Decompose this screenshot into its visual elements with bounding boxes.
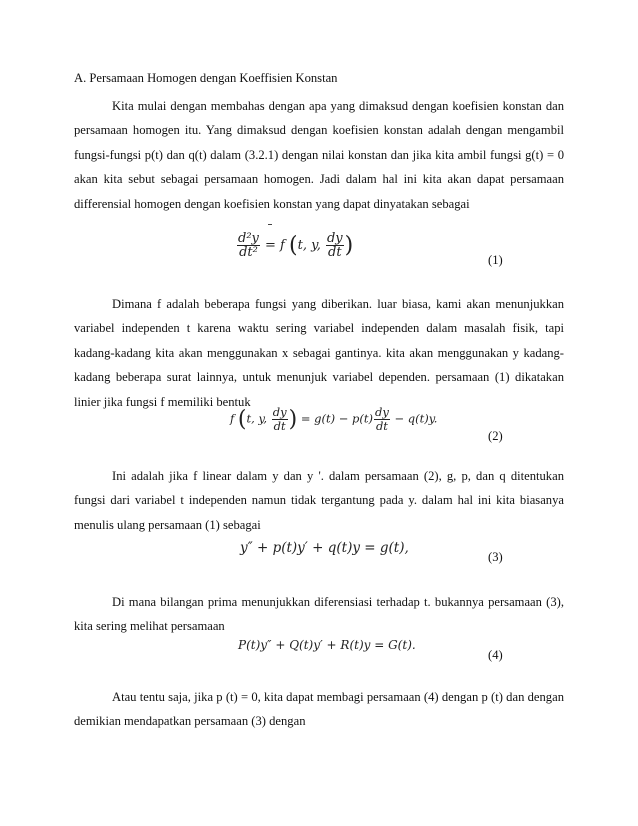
equation-4-number: (4)	[488, 648, 503, 662]
equation-1-number: (1)	[488, 253, 503, 267]
equation-3-number: (3)	[488, 550, 503, 564]
paragraph-2: Dimana f adalah beberapa fungsi yang diberikan. luar biasa, kami akan menunjukkan variabel independen t karena waktu sering variabel independen dalam masalah fisik, tapi kadang-kadang kita akan menggunakan x sebagai gantinya. kita akan menggunakan y kadang-kadang beberapa surat lainnya, untuk menunjuk variabel dependen. persamaan (1) dikatakan linier jika fungsi f memiliki bentuk	[74, 297, 564, 409]
equation-1: $\frac{\text{d²y}}{\text{dt²}}$ = f (t, y, $\frac{dy}{dt}$ )	[238, 231, 354, 260]
paragraph-1: Kita mulai dengan membahas dengan apa yang dimaksud dengan koefisien konstan dan persamaan homogen itu. Yang dimaksud dengan koefisien konstan adalah dengan mengambil fungsi-fungsi p(t) dan q(t) dalam (3.2.1) dengan nilai konstan dan jika kita ambil fungsi g(t) = 0 akan kita sebut sebagai persamaan homogen. Jadi dalam hal ini kita akan dapat persamaan differensial homogen dengan koefisien konstan yang dapat dinyatakan sebagai	[74, 99, 564, 211]
paragraph-3: Ini adalah jika f linear dalam y dan y '. dalam persamaan (2), g, p, dan q ditentukan fungsi dari variabel t independen namun tidak tergantung pada y. dalam hal ini kita biasanya menulis ulang persamaan (1) sebagai	[74, 469, 564, 532]
paragraph-5: Atau tentu saja, jika p (t) = 0, kita dapat membagi persamaan (4) dengan p (t) dan dengan demikian mendapatkan persamaan (3) dengan	[74, 690, 564, 729]
equation-3: y″ + p(t)y′ + q(t)y = g(t),	[240, 540, 409, 556]
equation-2: f (t, y, $\frac{dy}{dt}$ ) = g(t) − p(t) $\frac{dy}{dt}$ − q(t)y.	[230, 405, 438, 433]
paragraph-4: Di mana bilangan prima menunjukkan diferensiasi terhadap t. bukannya persamaan (3), kita sering melihat persamaan	[74, 595, 564, 634]
stray-mark	[268, 224, 272, 225]
equation-4: P(t)y″ + Q(t)y′ + R(t)y = G(t).	[238, 638, 416, 652]
section-heading: A. Persamaan Homogen dengan Koeffisien Konstan	[74, 71, 338, 85]
equation-2-number: (2)	[488, 429, 503, 443]
